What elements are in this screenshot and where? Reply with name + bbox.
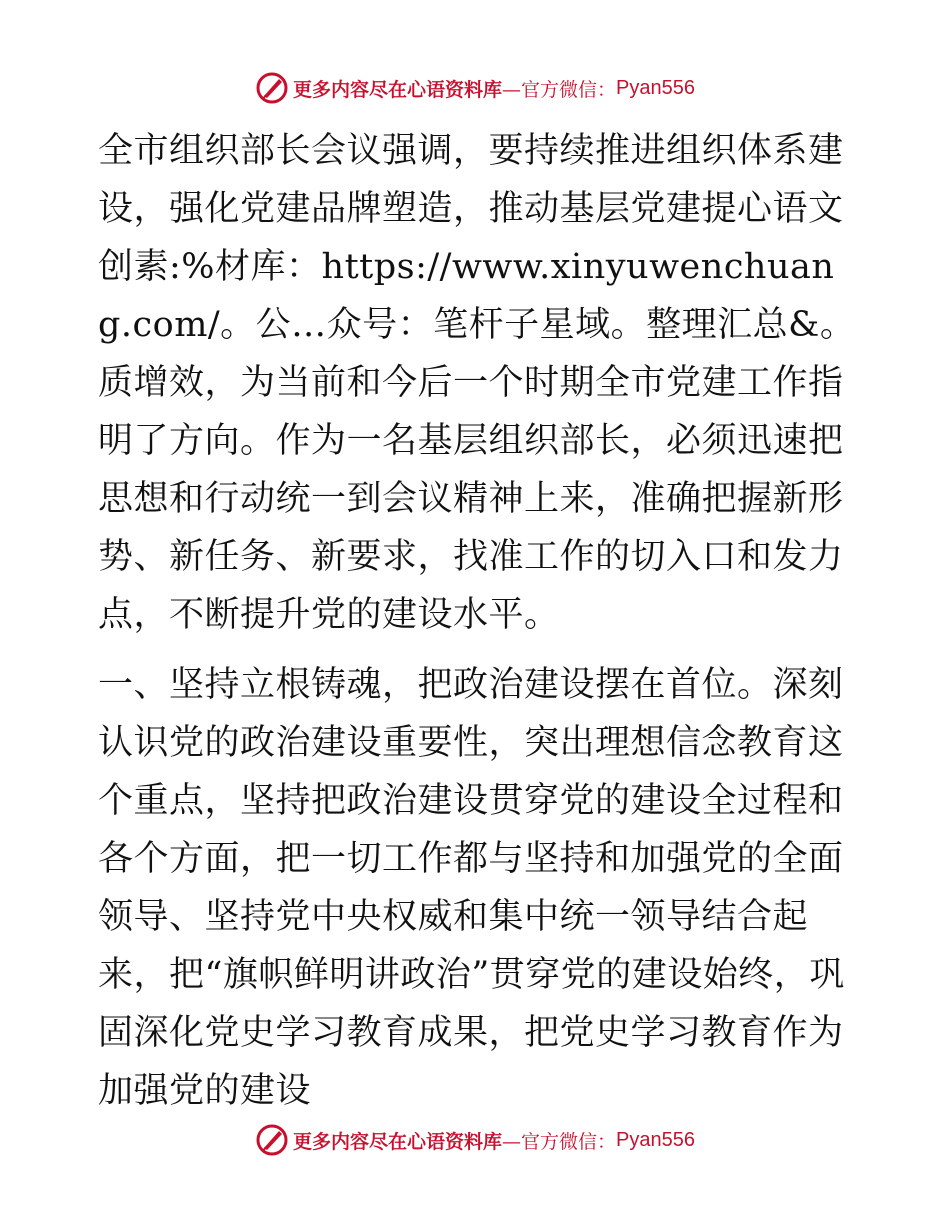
header-watermark-text [293,75,695,102]
document-body [98,122,858,1120]
footer-watermark-text [293,1127,695,1154]
footer-banner-title: 更多内容尽在心语资料库 [293,1130,503,1153]
header-banner-title: 更多内容尽在心语资料库 [293,78,503,101]
header-banner-separator: —官方微信： [502,78,617,101]
quill-circle-icon [255,1123,289,1157]
paragraph-section-one: 一、坚持立根铸魂，把政治建设摆在首位。深刻认识党的政治建设重要性，突出理想信念教育这个重点，坚持把政治建设贯穿党的建设全过程和各个方面，把一切工作都与坚持和加强党的全面领导、坚持党中央权威和集中统一领导结合起来，把“旗帜鲜明讲政治”贯穿党的建设始终，巩固深化党史学习教育成果，把党史学习教育作为加强党的建设 [98,665,845,1111]
quill-circle-icon [255,71,289,105]
paragraph-intro: 全市组织部长会议强调，要持续推进组织体系建设，强化党建品牌塑造，推动基层党建提心语文创素:%材库：https://www.xinyuwenchuang.com/。公…众号：笔杆子星域。整理汇总&。质增效，为当前和今后一个时期全市党建工作指明了方向。作为一名基层组织部长，必须迅速把思想和行动统一到会议精神上来，准确把握新形势、新任务、新要求，找准工作的切入口和发力点，不断提升党的建设水平。 [98,131,856,635]
footer-banner-account: Pyan556 [616,1128,695,1151]
footer-watermark-banner [0,1120,950,1160]
header-banner-account: Pyan556 [616,76,695,99]
header-watermark-banner [0,68,950,108]
footer-banner-separator: —官方微信： [502,1130,617,1153]
